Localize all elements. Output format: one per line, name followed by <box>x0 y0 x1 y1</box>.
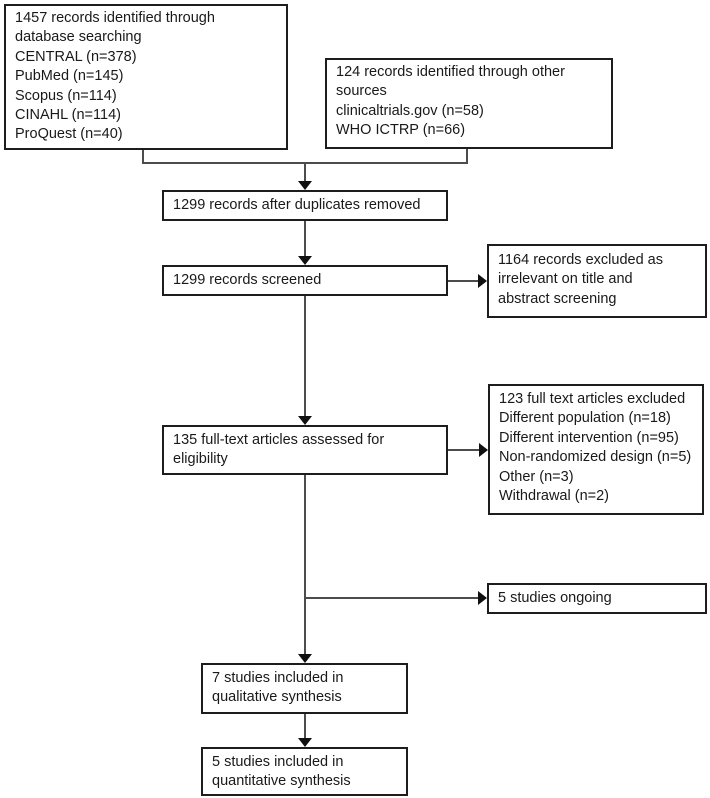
database-search-line: PubMed (n=145) <box>15 68 124 85</box>
arrowhead-right-icon <box>478 591 487 605</box>
connector-screened-to-excluded <box>448 280 480 282</box>
box-quantitative-synthesis <box>201 747 408 796</box>
quantitative-synthesis-line: 5 studies included in <box>212 754 344 770</box>
connector-merge-vertical <box>304 162 306 182</box>
database-search-line: ProQuest (n=40) <box>15 126 123 143</box>
arrowhead-down-icon <box>298 654 312 663</box>
connector-qualitative-to-quantitative <box>304 714 306 740</box>
fulltext-assessed-line: 135 full-text articles assessed for <box>173 432 385 448</box>
arrowhead-down-icon <box>298 738 312 747</box>
box-database-search-records <box>4 4 288 150</box>
box-excluded-screening <box>487 244 707 318</box>
connector-branch-to-ongoing <box>305 597 480 599</box>
records-screened-line: 1299 records screened <box>173 271 322 288</box>
arrowhead-right-icon <box>479 443 488 457</box>
fulltext-excluded-line: Different intervention (n=95) <box>499 429 679 446</box>
box-studies-ongoing <box>487 583 707 614</box>
database-search-line: 1457 records identified through <box>15 10 215 26</box>
box-other-sources-records <box>325 58 613 149</box>
studies-ongoing-line: 5 studies ongoing <box>498 589 612 606</box>
excluded-screening-line: 1164 records excluded as <box>498 252 663 268</box>
duplicates-removed-line: 1299 records after duplicates removed <box>173 196 421 213</box>
fulltext-assessed-line: eligibility <box>173 451 228 468</box>
connector-fulltext-to-excluded <box>448 449 481 451</box>
arrowhead-down-icon <box>298 181 312 190</box>
arrowhead-down-icon <box>298 256 312 265</box>
other-sources-line: WHO ICTRP (n=66) <box>336 122 466 139</box>
database-search-line: database searching <box>15 29 142 46</box>
box-records-screened <box>162 265 448 296</box>
excluded-screening-line: abstract screening <box>498 290 617 307</box>
box-qualitative-synthesis <box>201 663 408 714</box>
database-search-line: CINAHL (n=114) <box>15 107 121 124</box>
other-sources-line: clinicaltrials.gov (n=58) <box>336 102 484 119</box>
fulltext-excluded-line: Withdrawal (n=2) <box>499 488 609 505</box>
other-sources-line: 124 records identified through other <box>336 64 565 80</box>
database-search-line: Scopus (n=114) <box>15 87 117 104</box>
box-fulltext-excluded <box>488 384 704 515</box>
connector-screened-to-fulltext <box>304 296 306 418</box>
connector-fulltext-to-qualitative <box>304 475 306 656</box>
connector-duplicates-to-screened <box>304 221 306 257</box>
other-sources-line: sources <box>336 83 387 100</box>
fulltext-excluded-line: 123 full text articles excluded <box>499 391 686 407</box>
qualitative-synthesis-line: 7 studies included in <box>212 670 344 686</box>
quantitative-synthesis-line: quantitative synthesis <box>212 773 351 790</box>
fulltext-excluded-line: Non-randomized design (n=5) <box>499 449 692 466</box>
qualitative-synthesis-line: qualitative synthesis <box>212 689 342 706</box>
fulltext-excluded-line: Other (n=3) <box>499 468 574 485</box>
box-duplicates-removed <box>162 190 448 221</box>
arrowhead-right-icon <box>478 274 487 288</box>
excluded-screening-line: irrelevant on title and <box>498 271 633 288</box>
database-search-line: CENTRAL (n=378) <box>15 48 137 65</box>
box-fulltext-assessed <box>162 425 448 475</box>
fulltext-excluded-line: Different population (n=18) <box>499 410 671 427</box>
arrowhead-down-icon <box>298 416 312 425</box>
